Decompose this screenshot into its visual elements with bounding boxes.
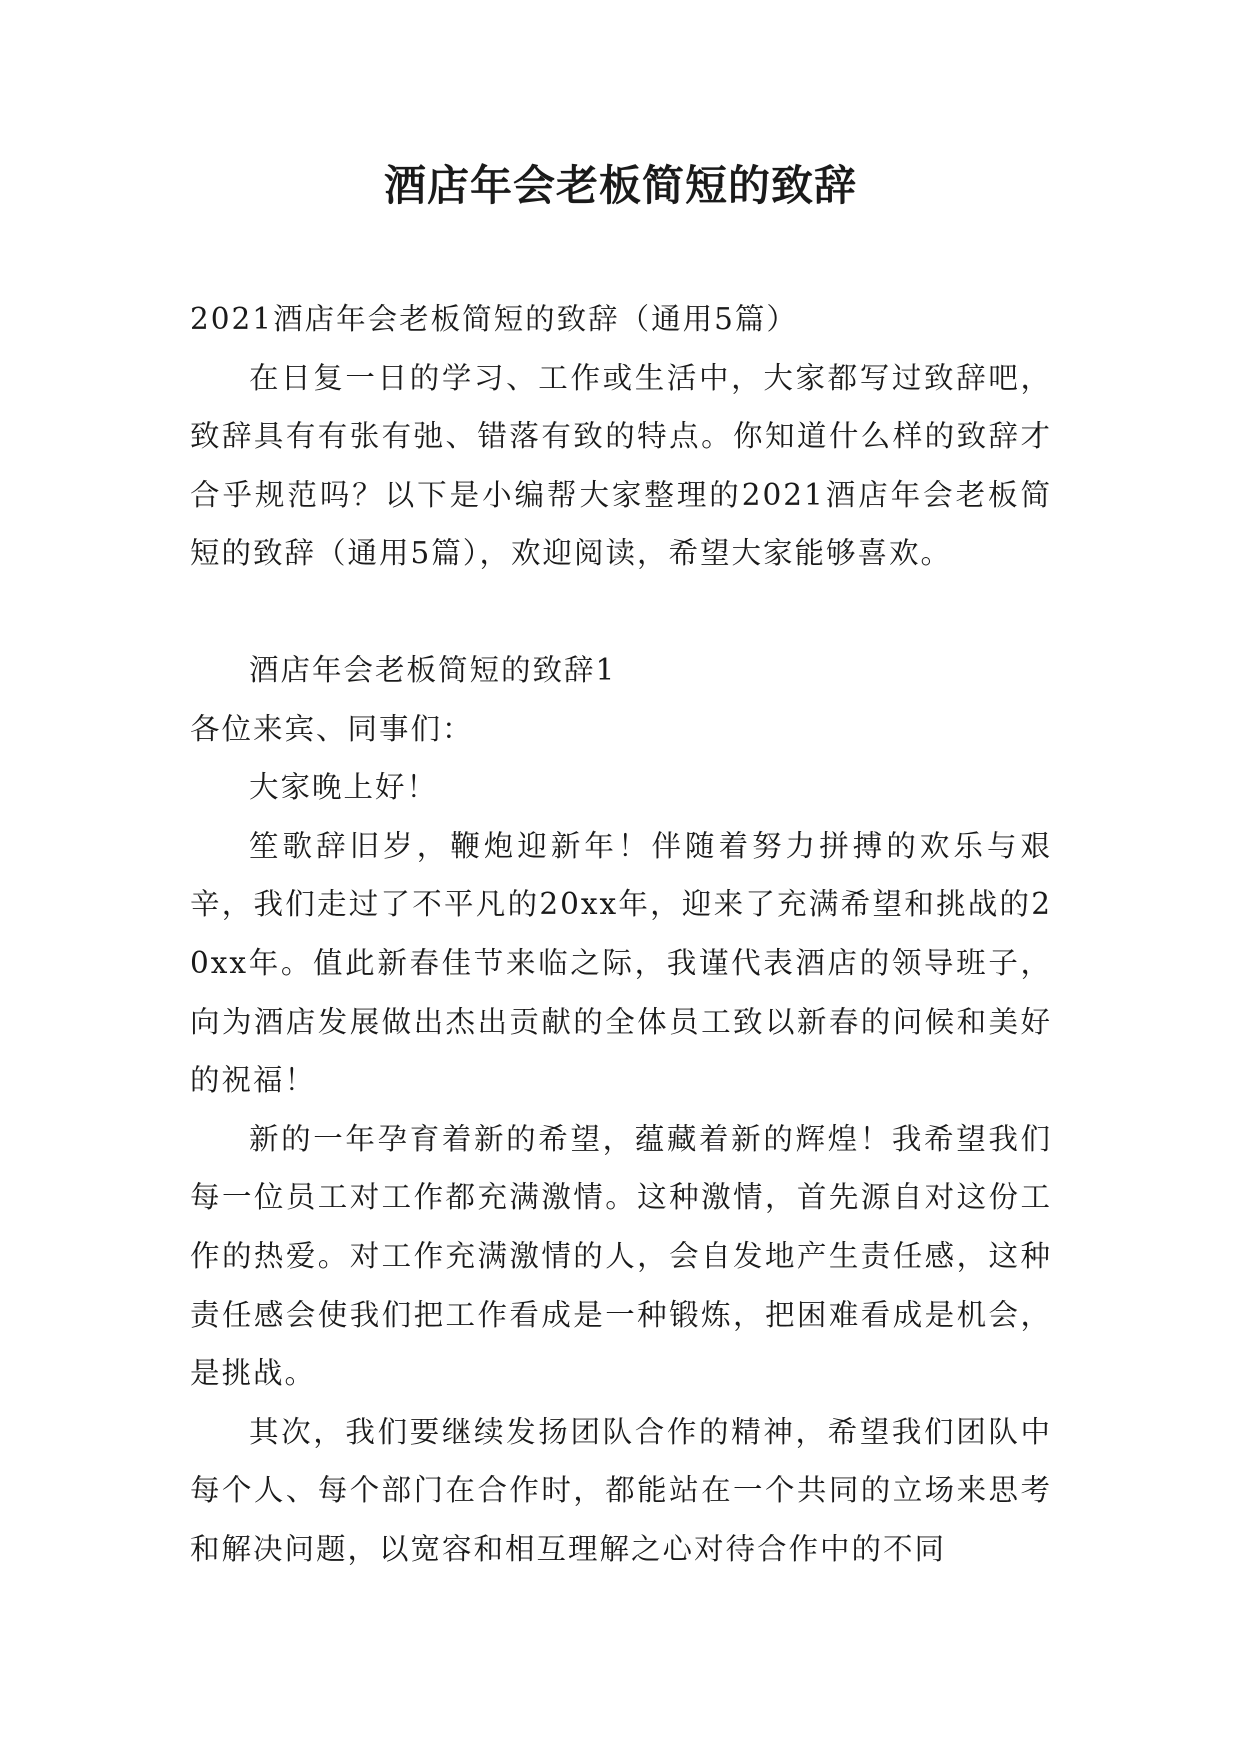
document-body — [190, 290, 1052, 1578]
section-heading: 酒店年会老板简短的致辞1 — [249, 652, 617, 687]
intro-paragraph: 在日复一日的学习、工作或生活中，大家都写过致辞吧，致辞具有有张有弛、错落有致的特点。你知道什么样的致辞才合乎规范吗？以下是小编帮大家整理的2021酒店年会老板简短的致辞（通用5篇），欢迎阅读，希望大家能够喜欢。 — [190, 360, 1052, 571]
salutation: 各位来宾、同事们： — [190, 711, 474, 746]
body-paragraph: 笙歌辞旧岁，鞭炮迎新年！伴随着努力拼搏的欢乐与艰辛，我们走过了不平凡的20xx年，迎来了充满希望和挑战的20xx年。值此新春佳节来临之际，我谨代表酒店的领导班子，向为酒店发展做出杰出贡献的全体员工致以新春的问候和美好的祝福！ — [190, 828, 1052, 1098]
paragraph-spacer — [190, 583, 1052, 641]
body-paragraph: 新的一年孕育着新的希望，蕴藏着新的辉煌！我希望我们每一位员工对工作都充满激情。这种激情，首先源自对这份工作的热爱。对工作充满激情的人，会自发地产生责任感，这种责任感会使我们把工作看成是一种锻炼，把困难看成是机会，是挑战。 — [190, 1121, 1052, 1391]
body-paragraph: 其次，我们要继续发扬团队合作的精神，希望我们团队中每个人、每个部门在合作时，都能站在一个共同的立场来思考和解决问题，以宽容和相互理解之心对待合作中的不同 — [190, 1414, 1052, 1566]
greeting: 大家晚上好！ — [249, 770, 439, 805]
document-title: 酒店年会老板简短的致辞 — [383, 161, 857, 210]
subtitle-line: 2021酒店年会老板简短的致辞（通用5篇） — [190, 302, 798, 336]
